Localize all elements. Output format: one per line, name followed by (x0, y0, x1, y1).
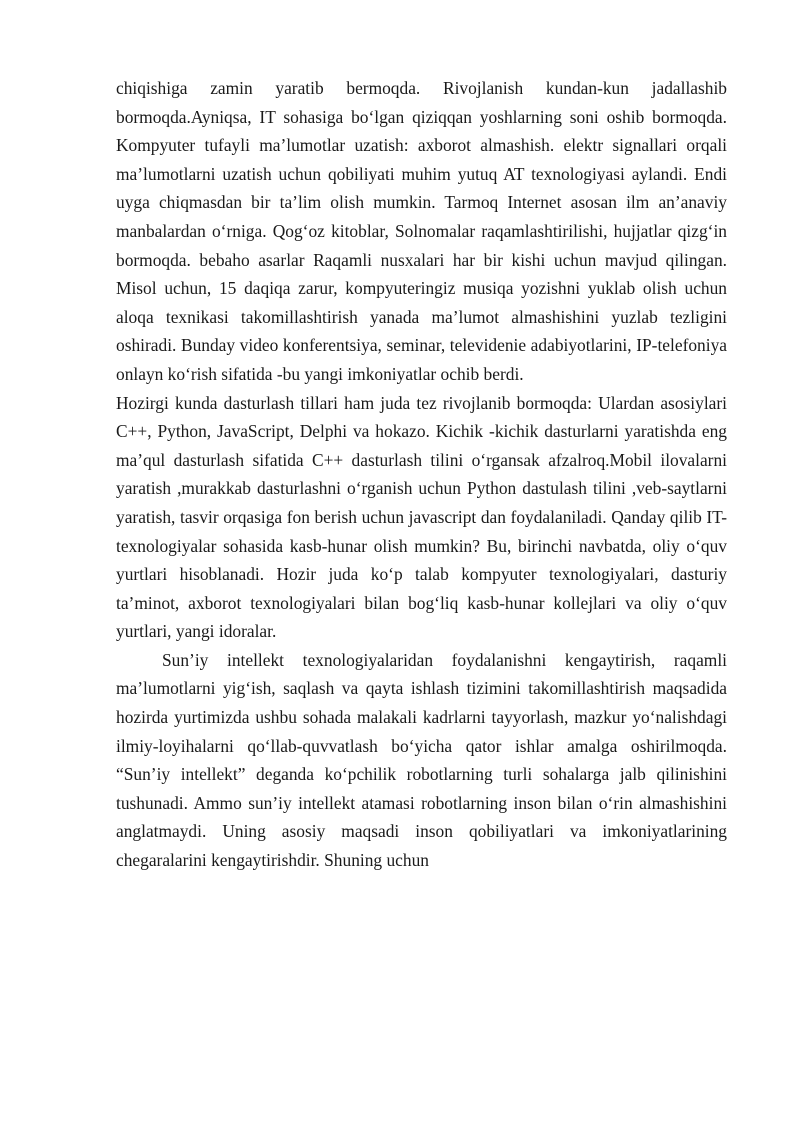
paragraph-3: Sun’iy intellekt texnologiyalaridan foydalanishni kengaytirish, raqamli ma’lumotlarni yig‘ish, saqlash va qayta ishlash tizimini takomillashtirish maqsadida hozirda yurtimizda ushbu sohada malakali kadrlarni tayyorlash, mazkur yo‘nalishdagi ilmiy-loyihalarni qo‘llab-quvvatlash bo‘yicha qator ishlar amalga oshirilmoqda. “Sun’iy intellekt” deganda ko‘pchilik robotlarning turli sohalarga jalb qilinishini tushunadi. Ammo sun’iy intellekt atamasi robotlarning inson bilan o‘rin almashishini anglatmaydi. Uning asosiy maqsadi inson qobiliyatlari va imkoniyatlarining chegaralarini kengaytirishdir. Shuning uchun (116, 649, 727, 871)
paragraph-1: chiqishiga zamin yaratib bermoqda. Rivojlanish kundan-kun jadallashib bormoqda.Ayniqsa, IT sohasiga bo‘lgan qiziqqan yoshlarning soni oshib bormoqda. Kompyuter tufayli ma’lumotlar uzatish: axborot almashish. elektr signallari orqali ma’lumotlarni uzatish uchun qobiliyati muhim yutuq AT texnologiyasi aylandi. Endi uyga chiqmasdan bir ta’lim olish mumkin. Tarmoq Internet asosan ilm an’anaviy manbalardan o‘rniga. Qog‘oz kitoblar, Solnomalar raqamlashtirilishi, hujjatlar qizg‘in bormoqda. bebaho asarlar Raqamli nusxalari har bir kishi uchun mavjud qilingan. Misol uchun, 15 daqiqa zarur, kompyuteringiz musiqa yozishni yuklab olish uchun aloqa texnikasi takomillashtirish yanada ma’lumot almashishini yuzlab tezligini oshiradi. Bunday video konferentsiya, seminar, televidenie adabiyotlarini, IP-telefoniya onlayn ko‘rish sifatida -bu yangi imkoniyatlar ochib berdi. (116, 78, 727, 384)
paragraph-2: Hozirgi kunda dasturlash tillari ham juda tez rivojlanib bormoqda: Ulardan asosiylari C++, Python, JavaScript, Delphi va hokazo. Kichik -kichik dasturlarni yaratishda eng ma’qul dasturlash sifatida C++ dasturlash tilini o‘rgansak afzalroq.Mobil ilovalarni yaratish ,murakkab dasturlashni o‘rganish uchun Python dastulash tilini ,veb-saytlarni yaratish, tasvir orqasiga fon berish uchun javascript dan foydalaniladi. Qanday qilib IT-texnologiyalar sohasida kasb-hunar olish mumkin? Bu, birinchi navbatda, oliy o‘quv yurtlari hisoblanadi. Hozir juda ko‘p talab kompyuter texnologiyalari, dasturiy ta’minot, axborot texnologiyalari bilan bog‘liq kasb-hunar kollejlari va oliy o‘quv yurtlari, yangi idoralar. (116, 392, 727, 642)
document-body (116, 74, 727, 875)
